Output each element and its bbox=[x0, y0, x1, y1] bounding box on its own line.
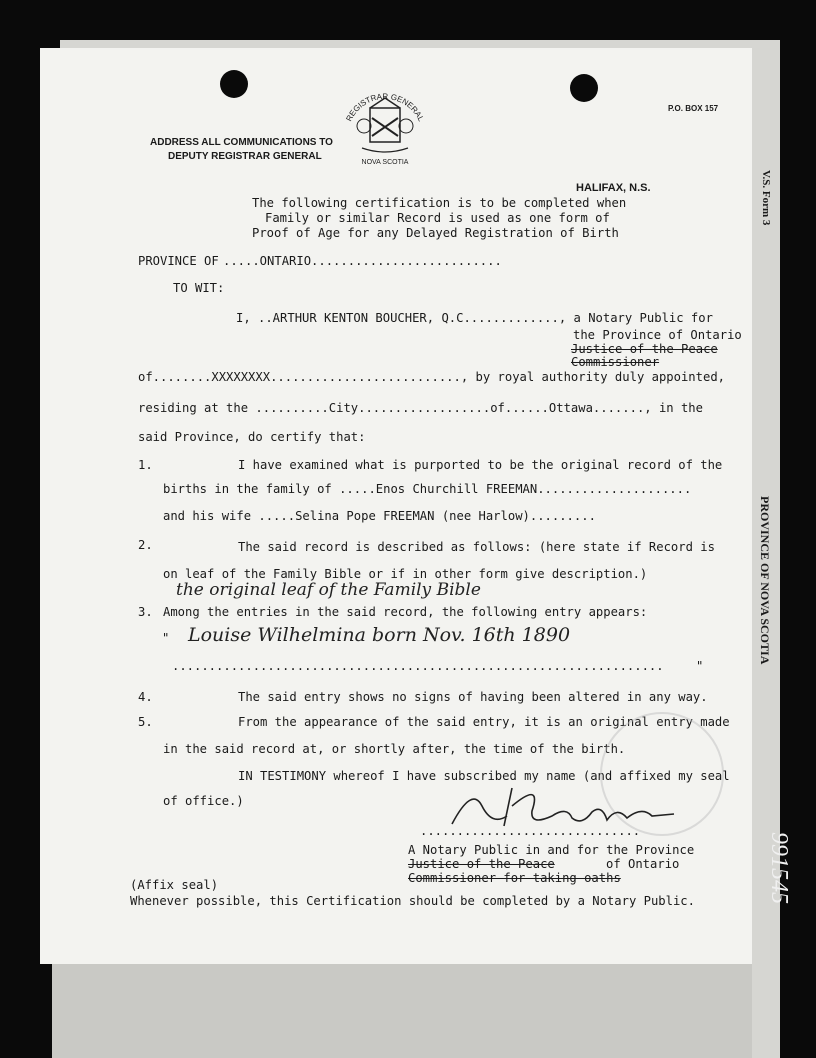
item-2-line-b: on leaf of the Family Bible or if in other form give description.) bbox=[163, 567, 648, 581]
province-label: PROVINCE OF bbox=[138, 254, 219, 268]
quote-close: " bbox=[696, 659, 704, 673]
notary-line: I, ..ARTHUR KENTON BOUCHER, Q.C............., a Notary Public for bbox=[236, 311, 713, 325]
item-1-line-b: births in the family of .....Enos Churchill FREEMAN..................... bbox=[163, 482, 692, 496]
item-5-line-a: From the appearance of the said entry, it is an original entry made bbox=[238, 715, 730, 729]
closing-line-1: A Notary Public in and for the Province bbox=[408, 843, 695, 857]
form-number: V.S. Form 3 bbox=[760, 170, 772, 226]
item-number-2: 2. bbox=[138, 538, 153, 552]
certificate-page bbox=[40, 48, 752, 964]
of-office: of office.) bbox=[163, 794, 244, 808]
closing-struck-commissioner: Commissioner for taking oaths bbox=[408, 871, 621, 885]
footer-note: Whenever possible, this Certification should be completed by a Notary Public. bbox=[130, 894, 695, 908]
intro-line-3: Proof of Age for any Delayed Registration of Birth bbox=[252, 226, 619, 240]
to-wit: TO WIT: bbox=[173, 281, 225, 295]
province-value: .....ONTARIO.......................... bbox=[223, 254, 502, 268]
item-number-4: 4. bbox=[138, 690, 153, 704]
intro-line-2: Family or similar Record is used as one form of bbox=[265, 211, 610, 225]
item-number-1: 1. bbox=[138, 458, 153, 472]
province-side-label: PROVINCE OF NOVA SCOTIA bbox=[758, 496, 772, 665]
punch-hole-left bbox=[220, 70, 248, 98]
item-5-line-b: in the said record at, or shortly after, the time of the birth. bbox=[163, 742, 626, 756]
crest-top-text: REGISTRAR GENERAL bbox=[344, 91, 426, 123]
back-sheet-strip bbox=[52, 950, 752, 1058]
said-province: said Province, do certify that: bbox=[138, 430, 366, 444]
struck-justice: Justice of the Peace bbox=[571, 342, 718, 356]
punch-hole-right bbox=[570, 74, 598, 102]
address-line-1: ADDRESS ALL COMMUNICATIONS TO bbox=[150, 137, 333, 148]
item-1-line-c: and his wife .....Selina Pope FREEMAN (nee Harlow)......... bbox=[163, 509, 596, 523]
item-number-5: 5. bbox=[138, 715, 153, 729]
item-2-handwritten: the original leaf of the Family Bible bbox=[176, 580, 481, 600]
affix-seal: (Affix seal) bbox=[130, 878, 219, 892]
registrar-crest-icon bbox=[340, 78, 430, 188]
item-4-line: The said entry shows no signs of having been altered in any way. bbox=[238, 690, 708, 704]
province-of-ontario: the Province of Ontario bbox=[573, 328, 742, 342]
testimony-line: IN TESTIMONY whereof I have subscribed my name (and affixed my seal bbox=[238, 769, 730, 783]
item-3-handwritten: Louise Wilhelmina born Nov. 16th 1890 bbox=[188, 624, 571, 646]
quote-open: " bbox=[162, 631, 170, 645]
item-3-line: Among the entries in the said record, the following entry appears: bbox=[163, 605, 648, 619]
address-line-2: DEPUTY REGISTRAR GENERAL bbox=[168, 151, 322, 162]
crest-bottom-text: NOVA SCOTIA bbox=[361, 159, 409, 166]
po-box: P.O. BOX 157 bbox=[668, 104, 719, 113]
of-line: of........XXXXXXXX.........................., by royal authority duly appointed, bbox=[138, 370, 725, 384]
city: HALIFAX, N.S. bbox=[576, 182, 651, 194]
residing-line: residing at the ..........City..................of......Ottawa......., in the bbox=[138, 401, 703, 415]
handwritten-file-number: 991545 bbox=[766, 832, 792, 904]
item-2-line-a: The said record is described as follows: (here state if Record is bbox=[238, 540, 715, 554]
signature-dots: .............................. bbox=[420, 824, 641, 838]
closing-line-2: of Ontario bbox=[606, 857, 680, 871]
intro-line-1: The following certification is to be completed when bbox=[252, 196, 627, 210]
item-3-dots: ................................................................... bbox=[172, 659, 664, 673]
item-number-3: 3. bbox=[138, 605, 153, 619]
closing-struck-justice: Justice of the Peace bbox=[408, 857, 555, 871]
item-1-line-a: I have examined what is purported to be the original record of the bbox=[238, 458, 723, 472]
struck-commissioner: Commissioner bbox=[571, 355, 660, 369]
